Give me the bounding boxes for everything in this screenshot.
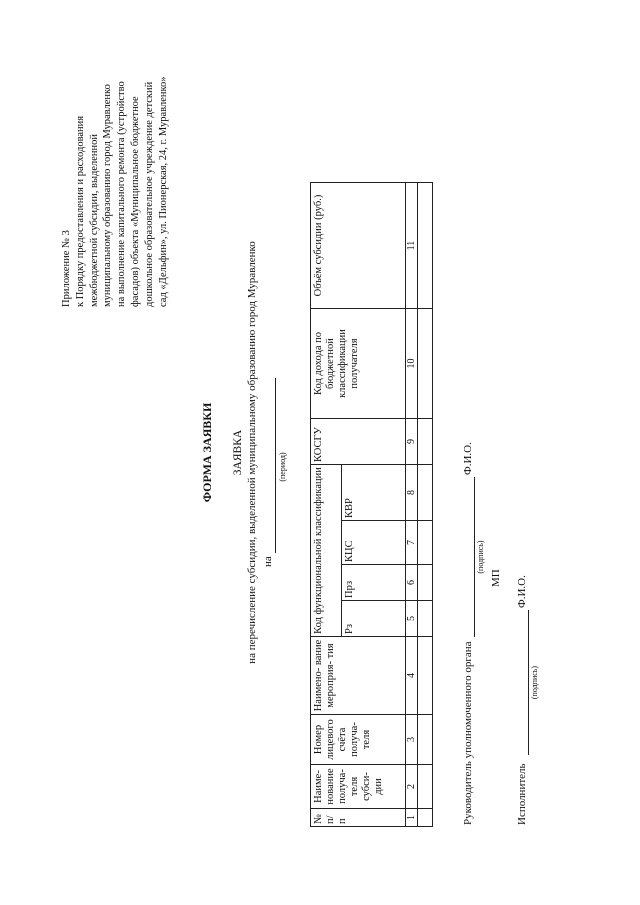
column-number: 8 <box>406 465 418 521</box>
header-recipient: Наиме- нование получа- теля субси- дии <box>311 765 406 809</box>
column-number: 6 <box>406 565 418 601</box>
header-income-code: Код дохода по бюджетной классификации получателя <box>311 309 406 419</box>
table-cell <box>418 183 433 309</box>
header-amount: Объём субсидии (руб.) <box>311 183 406 309</box>
executor-signature-note: (подпись) <box>530 665 539 700</box>
head-signature-label: Руководитель уполномоченного органа <box>462 641 474 825</box>
executor-signature-line <box>528 610 529 755</box>
period-label: на <box>262 556 274 567</box>
header-num: № п/п <box>311 809 406 827</box>
appendix-line: межбюджетной субсидии, выделенной <box>88 133 100 307</box>
table-cell <box>418 809 433 827</box>
executor-fio-label: Ф.И.О. <box>516 575 528 608</box>
column-number: 2 <box>406 765 418 809</box>
table-cell <box>418 565 433 601</box>
table-cell <box>418 419 433 465</box>
table-cell <box>418 637 433 715</box>
column-number: 9 <box>406 419 418 465</box>
head-signature-note: (подпись) <box>476 540 485 574</box>
header-account: Номер лицевого счёта получа- теля <box>311 715 406 765</box>
column-number: 10 <box>406 309 418 419</box>
column-number: 3 <box>406 715 418 765</box>
column-number: 11 <box>406 183 418 309</box>
table-cell <box>418 309 433 419</box>
appendix-line: сад «Дельфин», ул. Пионерская, 24, г. Муравленко» <box>157 76 169 307</box>
appendix-line: фасадов) объекта «Муниципальное бюджетное <box>129 96 141 307</box>
column-number: 7 <box>406 521 418 565</box>
column-number: 4 <box>406 637 418 715</box>
request-title: ЗАЯВКА <box>232 429 244 476</box>
form-title: ФОРМА ЗАЯВКИ <box>200 402 214 503</box>
table-cell <box>418 465 433 521</box>
header-kosgu: КОСГУ <box>311 419 406 465</box>
column-number: 1 <box>406 809 418 827</box>
column-number: 5 <box>406 601 418 637</box>
request-subtitle: на перечисление субсидии, выделенной муниципальному образованию город Муравленко <box>246 241 258 664</box>
executor-signature-label: Исполнитель <box>516 763 528 825</box>
header-kvr: КВР <box>342 465 406 521</box>
period-blank-line <box>275 378 276 553</box>
header-func-group: Код функциональной классификации <box>311 465 342 637</box>
table-cell <box>418 601 433 637</box>
appendix-line: дошкольное образовательное учреждение детский <box>143 81 155 307</box>
header-prz: Прз <box>342 565 406 601</box>
appendix-line: на выполнение капитального ремонта (устройство <box>116 81 128 307</box>
appendix-line: к Порядку предоставления и расходования <box>74 115 86 307</box>
stamp-place-label: МП <box>490 569 502 587</box>
appendix-block <box>60 7 170 307</box>
header-event: Наимено- вание мероприя- тия <box>311 637 406 715</box>
header-kcs: КЦС <box>342 521 406 565</box>
request-table <box>310 182 433 827</box>
table-cell <box>418 765 433 809</box>
period-note: (период) <box>278 452 287 482</box>
head-fio-label: Ф.И.О. <box>462 442 474 475</box>
head-signature-line <box>474 477 475 637</box>
table-cell <box>418 715 433 765</box>
table-cell <box>418 521 433 565</box>
appendix-line: Приложение № 3 <box>61 230 72 307</box>
header-rz: Рз <box>342 601 406 637</box>
appendix-line: муниципальному образованию город Муравленко <box>102 84 114 307</box>
